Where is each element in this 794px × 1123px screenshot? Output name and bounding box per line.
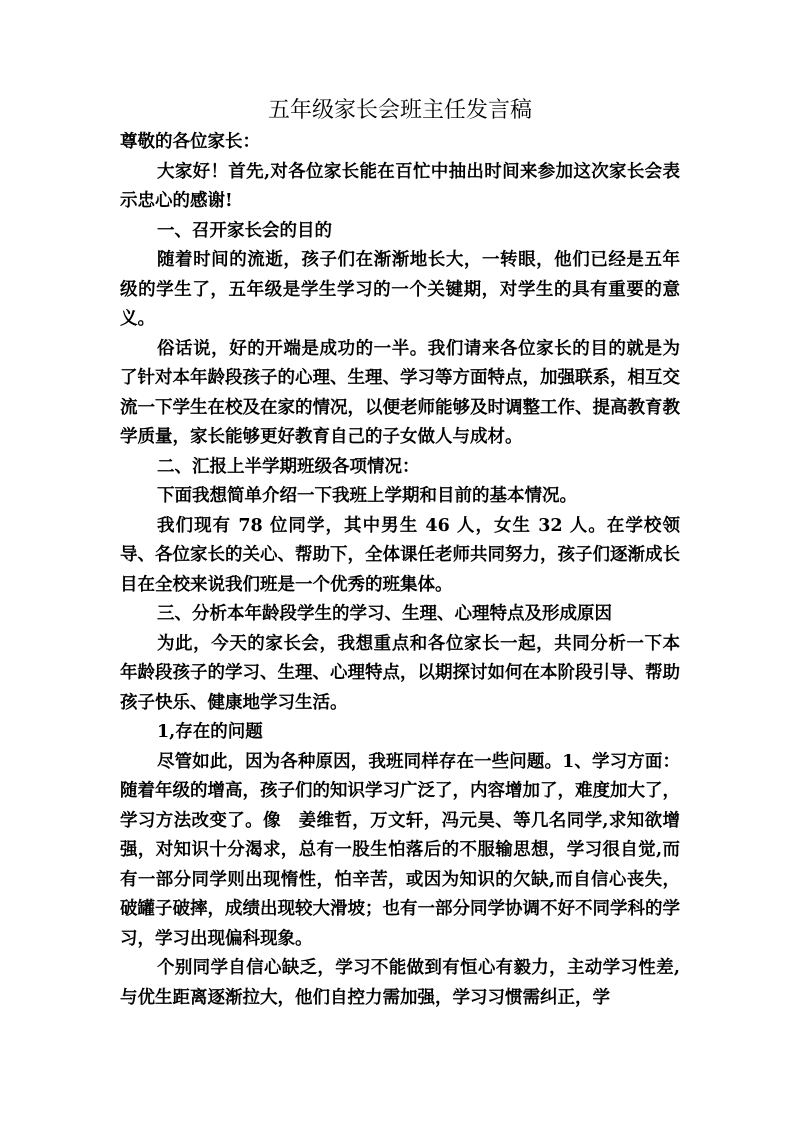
heading-section-3: 三、分析本年龄段学生的学习、生理、心理特点及形成原因 <box>157 604 612 624</box>
paragraph-analysis: 为此，今天的家长会，我想重点和各位家长一起，共同分析一下本年龄段孩子的学习、生理、心理特点，以期探讨如何在本阶段引导、帮助孩子快乐、健康地学习生活。 <box>120 633 680 713</box>
paragraph-problems: 尽管如此，因为各种原因，我班同样存在一些问题。1、学习方面：随着年级的增高，孩子们的知识学习广泛了，内容增加了，难度加大了，学习方法改变了。像 姜维哲，万文轩，冯元昊、等几名同学,求知欲增强，对知识十分渴求，总有一股生怕落后的不服输思想，学习很自觉,而有一部分同学则出现惰性，怕辛苦，或因为知识的欠缺,而自信心丧失，破罐子破摔，成绩出现较大滑坡；也有一部分同学协调不好不同学科的学习，学习出现偏科现象。 <box>120 751 680 949</box>
heading-problems: 1,存在的问题 <box>157 722 263 742</box>
heading-section-1: 一、召开家长会的目的 <box>157 220 332 241</box>
document-title: 五年级家长会班主任发言稿 <box>267 98 532 123</box>
document-page <box>120 96 680 1013</box>
paragraph-overview: 下面我想简单介绍一下我班上学期和目前的基本情况。 <box>157 486 577 506</box>
heading-section-2: 二、汇报上半学期班级各项情况： <box>157 456 420 477</box>
paragraph-greeting: 大家好！首先,对各位家长能在百忙中抽出时间来参加这次家长会表示忠心的感谢! <box>120 161 680 211</box>
paragraph-individual: 个别同学自信心缺乏，学习不能做到有恒心有毅力，主动学习性差,与优生距离逐渐拉大，他们自控力需加强，学习习惯需纠正，学 <box>120 958 680 1008</box>
paragraph-purpose: 俗话说，好的开端是成功的一半。我们请来各位家长的目的就是为了针对本年龄段孩子的心理、生理、学习等方面特点，加强联系，相互交流一下学生在校及在家的情况，以便老师能够及时调整工作、提高教育教学质量，家长能够更好教育自己的子女做人与成材。 <box>120 338 680 447</box>
paragraph-intro: 随着时间的流逝，孩子们在渐渐地长大，一转眼，他们已经是五年级的学生了，五年级是学生学习的一个关键期，对学生的具有重要的意义。 <box>120 250 680 329</box>
salutation: 尊敬的各位家长： <box>120 132 260 152</box>
paragraph-class-stats: 我们现有 78 位同学，其中男生 46 人，女生 32 人。在学校领导、各位家长的关心、帮助下，全体课任老师共同努力，孩子们逐渐成长目在全校来说我们班是一个优秀的班集体。 <box>120 515 680 595</box>
